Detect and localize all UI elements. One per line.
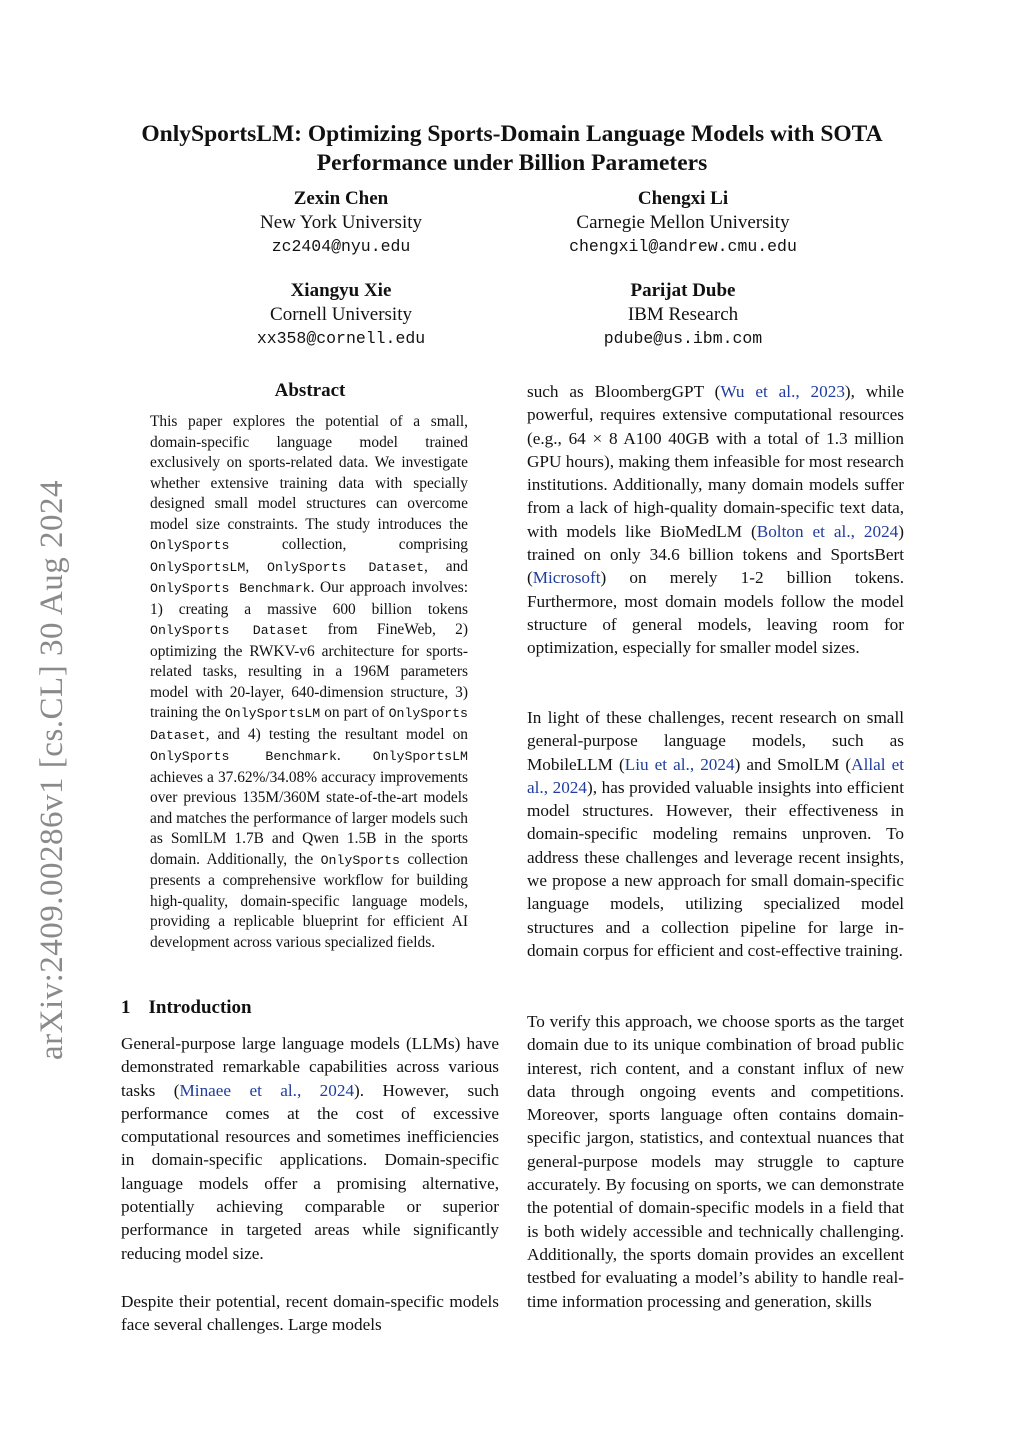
citation-link[interactable]: Bolton et al., 2024 <box>756 521 899 541</box>
citation-link[interactable]: Allal et al., 2024 <box>527 754 904 797</box>
author-email[interactable]: chengxil@andrew.cmu.edu <box>569 237 797 256</box>
author-block-4 <box>513 279 853 351</box>
author-name: Chengxi Li <box>637 188 729 209</box>
abstract-heading: Abstract <box>274 380 346 401</box>
author-affiliation: Cornell University <box>270 304 412 325</box>
intro-paragraph-4: In light of these challenges, recent research on small general-purpose language models, such as MobileLLM (Liu et al., 2024) and SmolLM (Allal et al., 2024), has provided valuable insights into efficient model structures. However, their effectiveness in domain-specific modeling remains unproven. To address these challenges and leverage recent insights, we propose a new approach for small domain-specific language models, utilizing specialized model structures and a collection pipeline for large in-domain corpus for efficient and cost-effective training. <box>527 708 904 960</box>
intro-paragraph-5: To verify this approach, we choose sports as the target domain due to its unique combination of broad public interest, rich content, and a constant influx of new data through ongoing events and competitions. Moreover, sports language often contains domain-specific jargon, statistics, and contextual nuances that general-purpose models may struggle to capture accurately. By focusing on sports, we can demonstrate the potential of domain-specific models in a field that is both widely accessible and technically challenging. Additionally, the sports domain provides an excellent testbed for evaluating a model’s ability to handle real-time information processing and generation, skills <box>527 1012 904 1311</box>
title-line-2: Performance under Billion Parameters <box>316 150 708 176</box>
citation-link[interactable]: Minaee et al., 2024 <box>179 1080 355 1100</box>
author-block-1 <box>171 187 511 259</box>
author-block-2 <box>513 187 853 259</box>
intro-paragraph-3: such as BloombergGPT (Wu et al., 2023), while powerful, requires extensive computational resources (e.g., 64 × 8 A100 40GB with a total of 1.3 million GPU hours), making them infeasible for most research institutions. Additionally, many domain models suffer from a lack of high-quality domain-specific text data, with models like BioMedLM (Bolton et al., 2024) trained on only 34.6 billion tokens and SportsBert (Microsoft) on merely 1-2 billion tokens. Furthermore, most domain models follow the model structure of general models, leaving room for optimization, especially for smaller model sizes. <box>527 382 905 658</box>
author-affiliation: New York University <box>259 212 423 233</box>
author-name: Xiangyu Xie <box>290 280 392 301</box>
author-email[interactable]: xx358@cornell.edu <box>256 329 426 348</box>
author-email[interactable]: pdube@us.ibm.com <box>603 329 763 348</box>
section-heading-introduction: 1 Introduction <box>121 997 252 1018</box>
citation-link[interactable]: Liu et al., 2024 <box>624 754 735 774</box>
intro-paragraph-2: Despite their potential, recent domain-specific models face several challenges. Large models <box>121 1292 499 1335</box>
citation-link[interactable]: Microsoft <box>532 568 601 588</box>
abstract-body: This paper explores the potential of a small, domain-specific language model trained exclusively on sports-related data. We investigate whether extensive training data with specially designed small model structures can overcome model size constraints. The study introduces the OnlySports collection, comprising OnlySportsLM, OnlySports Dataset, and OnlySports Benchmark. Our approach involves: 1) creating a massive 600 billion tokens OnlySports Dataset from FineWeb, 2) optimizing the RWKV-v6 architecture for sports-related tasks, resulting in a 196M parameters model with 20-layer, 640-dimension structure, 3) training the OnlySportsLM on part of OnlySports Dataset, and 4) testing the resultant model on OnlySports Benchmark. OnlySportsLM achieves a 37.62%/34.08% accuracy improvements over previous 135M/360M state-of-the-art models and matches the performance of larger models such as SomlLM 1.7B and Qwen 1.5B in the sports domain. Additionally, the OnlySports collection presents a comprehensive workflow for building high-quality, domain-specific language models, providing a replicable blueprint for efficient AI development across various specialized fields. <box>150 413 468 951</box>
author-email[interactable]: zc2404@nyu.edu <box>271 237 411 256</box>
author-name: Zexin Chen <box>293 188 389 209</box>
author-block-3 <box>171 279 511 351</box>
paper-title <box>100 120 924 178</box>
arxiv-identifier-stamp: arXiv:2409.00286v1 [cs.CL] 30 Aug 2024 <box>34 480 70 1060</box>
author-affiliation: Carnegie Mellon University <box>576 212 790 233</box>
title-line-1: OnlySportsLM: Optimizing Sports-Domain Language Models with SOTA <box>141 121 883 147</box>
citation-link[interactable]: Wu et al., 2023 <box>720 382 845 401</box>
intro-paragraph-1: General-purpose large language models (LLMs) have demonstrated remarkable capabilities across various tasks (Minaee et al., 2024). However, such performance comes at the cost of excessive computational resources and sometimes inefficiencies in domain-specific applications. Domain-specific language models offer a promising alternative, potentially achieving comparable or superior performance in targeted areas while significantly reducing model size. <box>121 1034 499 1263</box>
author-name: Parijat Dube <box>630 280 736 301</box>
author-affiliation: IBM Research <box>627 304 739 325</box>
